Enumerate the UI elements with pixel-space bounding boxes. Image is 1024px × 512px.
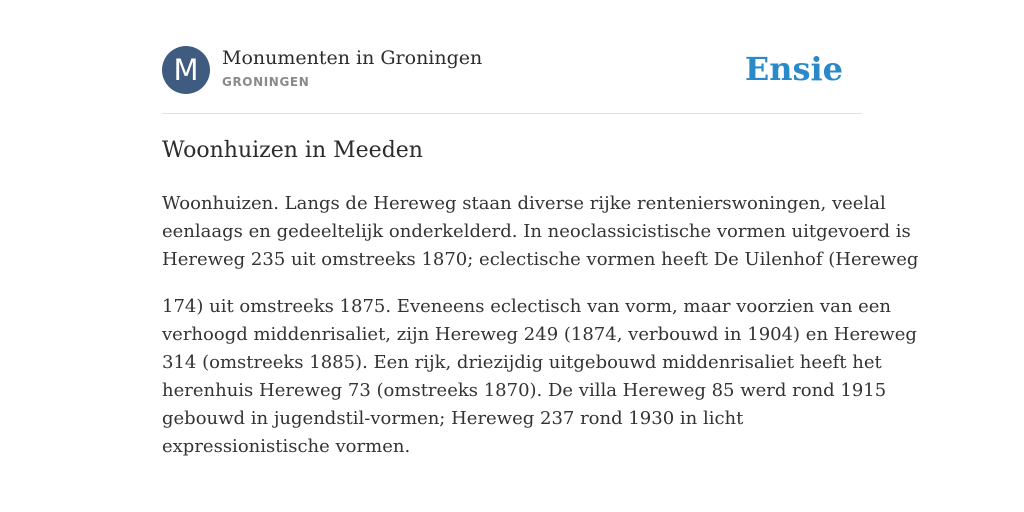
source-title[interactable]: Monumenten in Groningen: [222, 47, 483, 69]
source-subtitle: GRONINGEN: [222, 75, 310, 89]
paragraph-line: herenhuis Hereweg 73 (omstreeks 1870). De villa Hereweg 85 werd rond 1915: [162, 380, 887, 401]
source-header: [162, 46, 862, 96]
article-paragraph-2: [162, 293, 917, 461]
article-paragraph-1: [162, 190, 919, 274]
header-divider: [162, 113, 862, 114]
ensie-logo[interactable]: Ensie: [744, 50, 843, 88]
paragraph-line: 174) uit omstreeks 1875. Eveneens eclectisch van vorm, maar voorzien van een: [162, 296, 892, 317]
source-avatar[interactable]: M: [162, 46, 210, 94]
paragraph-line: eenlaags en gedeeltelijk onderkelderd. In neoclassicistische vormen uitgevoerd is: [162, 221, 911, 242]
paragraph-line: verhoogd middenrisaliet, zijn Hereweg 249 (1874, verbouwd in 1904) en Hereweg: [162, 324, 917, 345]
paragraph-line: gebouwd in jugendstil-vormen; Hereweg 237 rond 1930 in licht: [162, 408, 744, 429]
article-title: Woonhuizen in Meeden: [162, 138, 423, 163]
paragraph-line: expressionistische vormen.: [162, 436, 411, 457]
paragraph-line: Hereweg 235 uit omstreeks 1870; eclectische vormen heeft De Uilenhof (Hereweg: [162, 249, 919, 270]
paragraph-line: Woonhuizen. Langs de Hereweg staan diverse rijke rentenierswoningen, veelal: [162, 193, 886, 214]
paragraph-line: 314 (omstreeks 1885). Een rijk, driezijdig uitgebouwd middenrisaliet heeft het: [162, 352, 882, 373]
